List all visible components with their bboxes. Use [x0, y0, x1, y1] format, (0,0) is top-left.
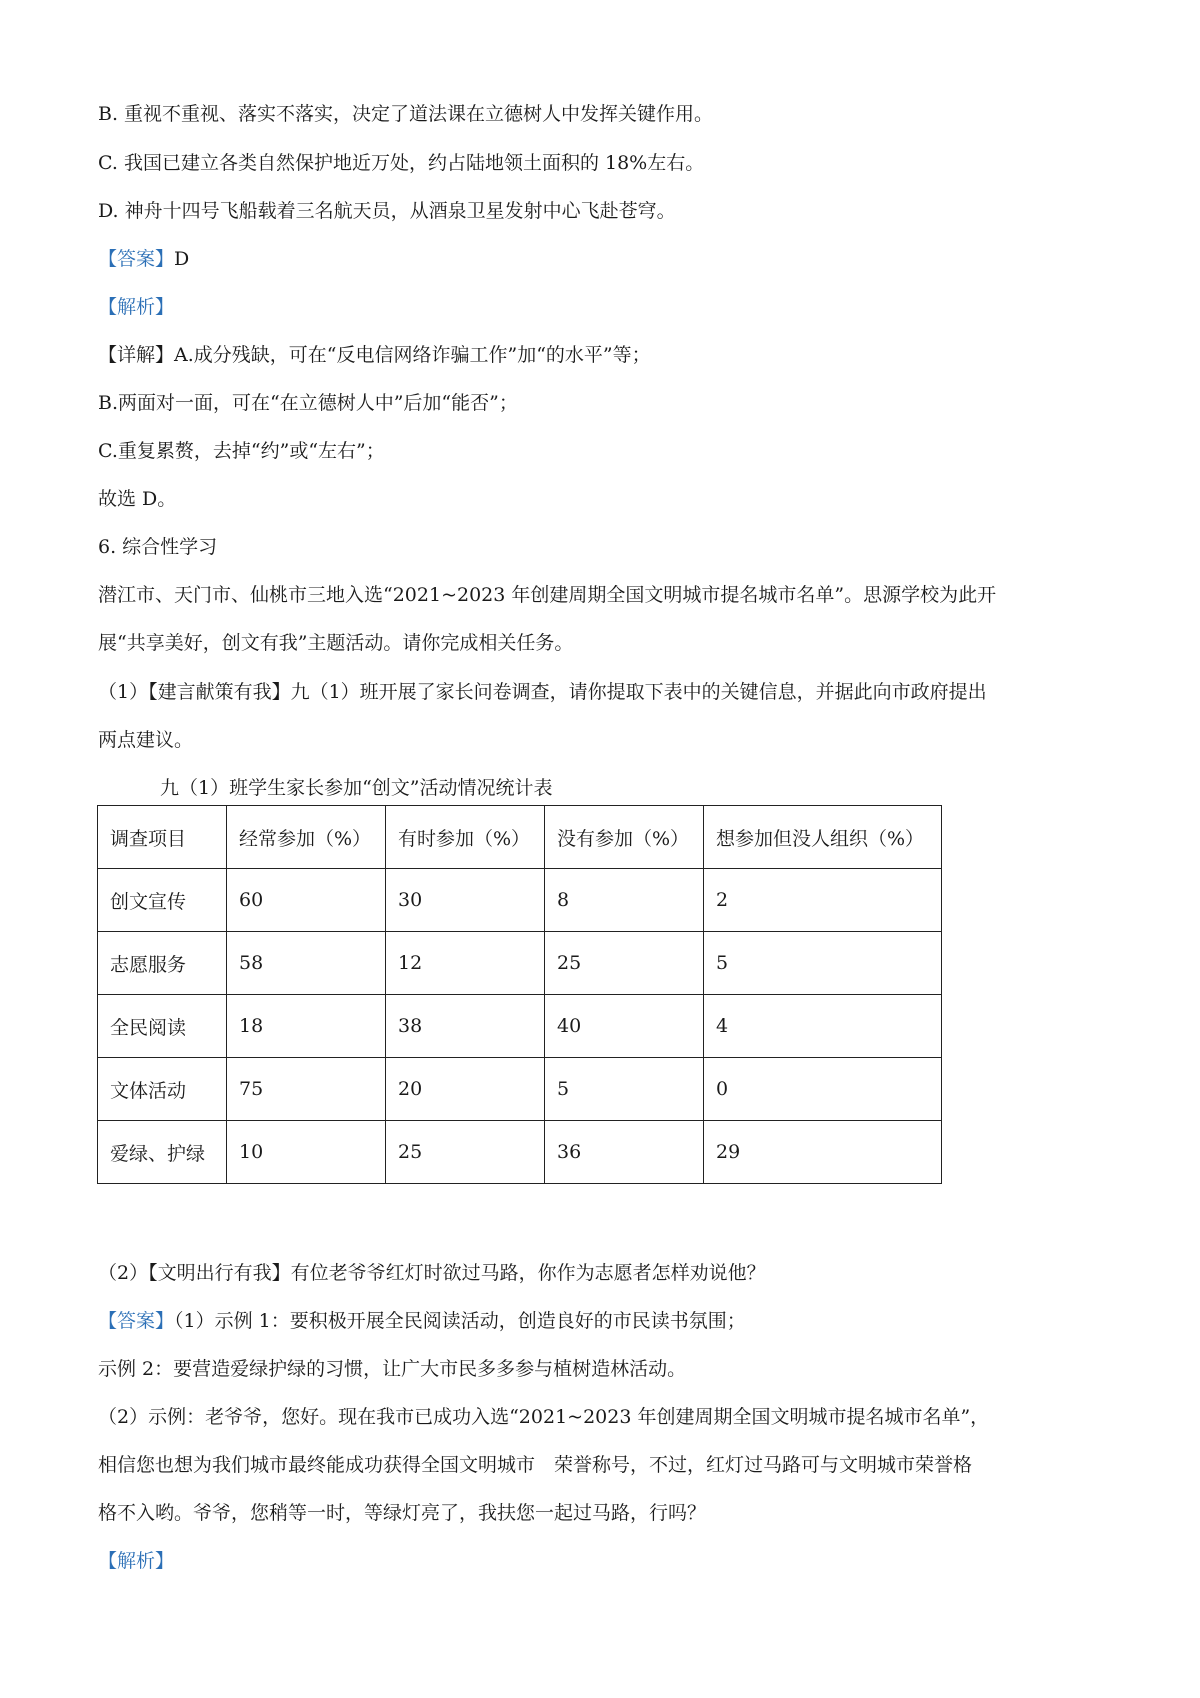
table-cell: 0: [704, 1058, 942, 1121]
table-cell: 20: [386, 1058, 545, 1121]
subquestion-2: （2）【文明出行有我】有位老爷爷红灯时欲过马路，你作为志愿者怎样劝说他？: [98, 1262, 766, 1284]
question-intro-1: 潜江市、天门市、仙桃市三地入选“2021~2023 年创建周期全国文明城市提名城市名单”。思源学校为此开: [98, 584, 997, 606]
table-header-cell: 经常参加（%）: [227, 806, 386, 869]
option-c: C. 我国已建立各类自然保护地近万处，约占陆地领土面积的 18%左右。: [98, 152, 705, 174]
table-row: [98, 995, 942, 1058]
table-cell: 36: [545, 1121, 704, 1184]
table-cell: 25: [386, 1121, 545, 1184]
question-intro-2: 展“共享美好，创文有我”主题活动。请你完成相关任务。: [98, 632, 574, 654]
question-heading: 6. 综合性学习: [98, 536, 218, 558]
detail-conclusion: 故选 D。: [98, 488, 177, 510]
table-cell: 60: [227, 869, 386, 932]
table-cell: 58: [227, 932, 386, 995]
detail-line-b: B.两面对一面，可在“在立德树人中”后加“能否”；: [98, 392, 518, 414]
option-d: D. 神舟十四号飞船载着三名航天员，从酒泉卫星发射中心飞赴苍穹。: [98, 200, 676, 222]
answer-line-2: [98, 1308, 1108, 1334]
table-header-row: [98, 806, 942, 869]
statistics-table: [97, 805, 942, 1184]
table-title: 九（1）班学生家长参加“创文”活动情况统计表: [160, 777, 553, 799]
table-cell: 38: [386, 995, 545, 1058]
table-row: [98, 1058, 942, 1121]
table-cell: 18: [227, 995, 386, 1058]
table-cell: 2: [704, 869, 942, 932]
table-cell: 5: [704, 932, 942, 995]
analysis-label-2: 【解析】: [98, 1550, 175, 1572]
table-row: [98, 1121, 942, 1184]
table-header-cell: 没有参加（%）: [545, 806, 704, 869]
detail-line-a: 【详解】A.成分残缺，可在“反电信网络诈骗工作”加“的水平”等；: [98, 344, 651, 366]
option-b: B. 重视不重视、落实不落实，决定了道法课在立德树人中发挥关键作用。: [98, 103, 714, 125]
answer-line-1: [98, 246, 1108, 272]
answer-part-2-a: （2）示例：老爷爷，您好。现在我市已成功入选“2021~2023 年创建周期全国文明城市提名城市名单”，: [98, 1406, 990, 1428]
table-cell: 爱绿、护绿: [98, 1121, 227, 1184]
table-cell: 4: [704, 995, 942, 1058]
answer-example-2: 示例 2：要营造爱绿护绿的习惯，让广大市民多多参与植树造林活动。: [98, 1358, 687, 1380]
answer-label: 【答案】: [98, 248, 175, 270]
table-header-cell: 调查项目: [98, 806, 227, 869]
table-cell: 12: [386, 932, 545, 995]
table-cell: 文体活动: [98, 1058, 227, 1121]
table-cell: 5: [545, 1058, 704, 1121]
answer-example-1: （1）示例 1：要积极开展全民阅读活动，创造良好的市民读书氛围；: [174, 1310, 746, 1332]
table-cell: 志愿服务: [98, 932, 227, 995]
table-cell: 30: [386, 869, 545, 932]
table-cell: 29: [704, 1121, 942, 1184]
table-cell: 创文宣传: [98, 869, 227, 932]
table-cell: 全民阅读: [98, 995, 227, 1058]
table-header-cell: 想参加但没人组织（%）: [704, 806, 942, 869]
table-row: [98, 932, 942, 995]
answer-part-2-c: 格不入哟。爷爷，您稍等一时，等绿灯亮了，我扶您一起过马路，行吗？: [98, 1502, 707, 1524]
table-header-cell: 有时参加（%）: [386, 806, 545, 869]
table-cell: 75: [227, 1058, 386, 1121]
table-cell: 10: [227, 1121, 386, 1184]
analysis-label: 【解析】: [98, 296, 175, 318]
detail-line-c: C.重复累赘，去掉“约”或“左右”；: [98, 440, 385, 462]
table-row: [98, 869, 942, 932]
table-cell: 8: [545, 869, 704, 932]
table-cell: 40: [545, 995, 704, 1058]
subquestion-1-a: （1）【建言献策有我】九（1）班开展了家长问卷调查，请你提取下表中的关键信息，并据此向市政府提出: [98, 681, 987, 703]
answer-part-2-b: 相信您也想为我们城市最终能成功获得全国文明城市 荣誉称号，不过，红灯过马路可与文明城市荣誉格: [98, 1454, 973, 1476]
answer-value: D: [174, 248, 190, 270]
table-cell: 25: [545, 932, 704, 995]
answer-label: 【答案】: [98, 1310, 175, 1332]
subquestion-1-b: 两点建议。: [98, 729, 194, 751]
